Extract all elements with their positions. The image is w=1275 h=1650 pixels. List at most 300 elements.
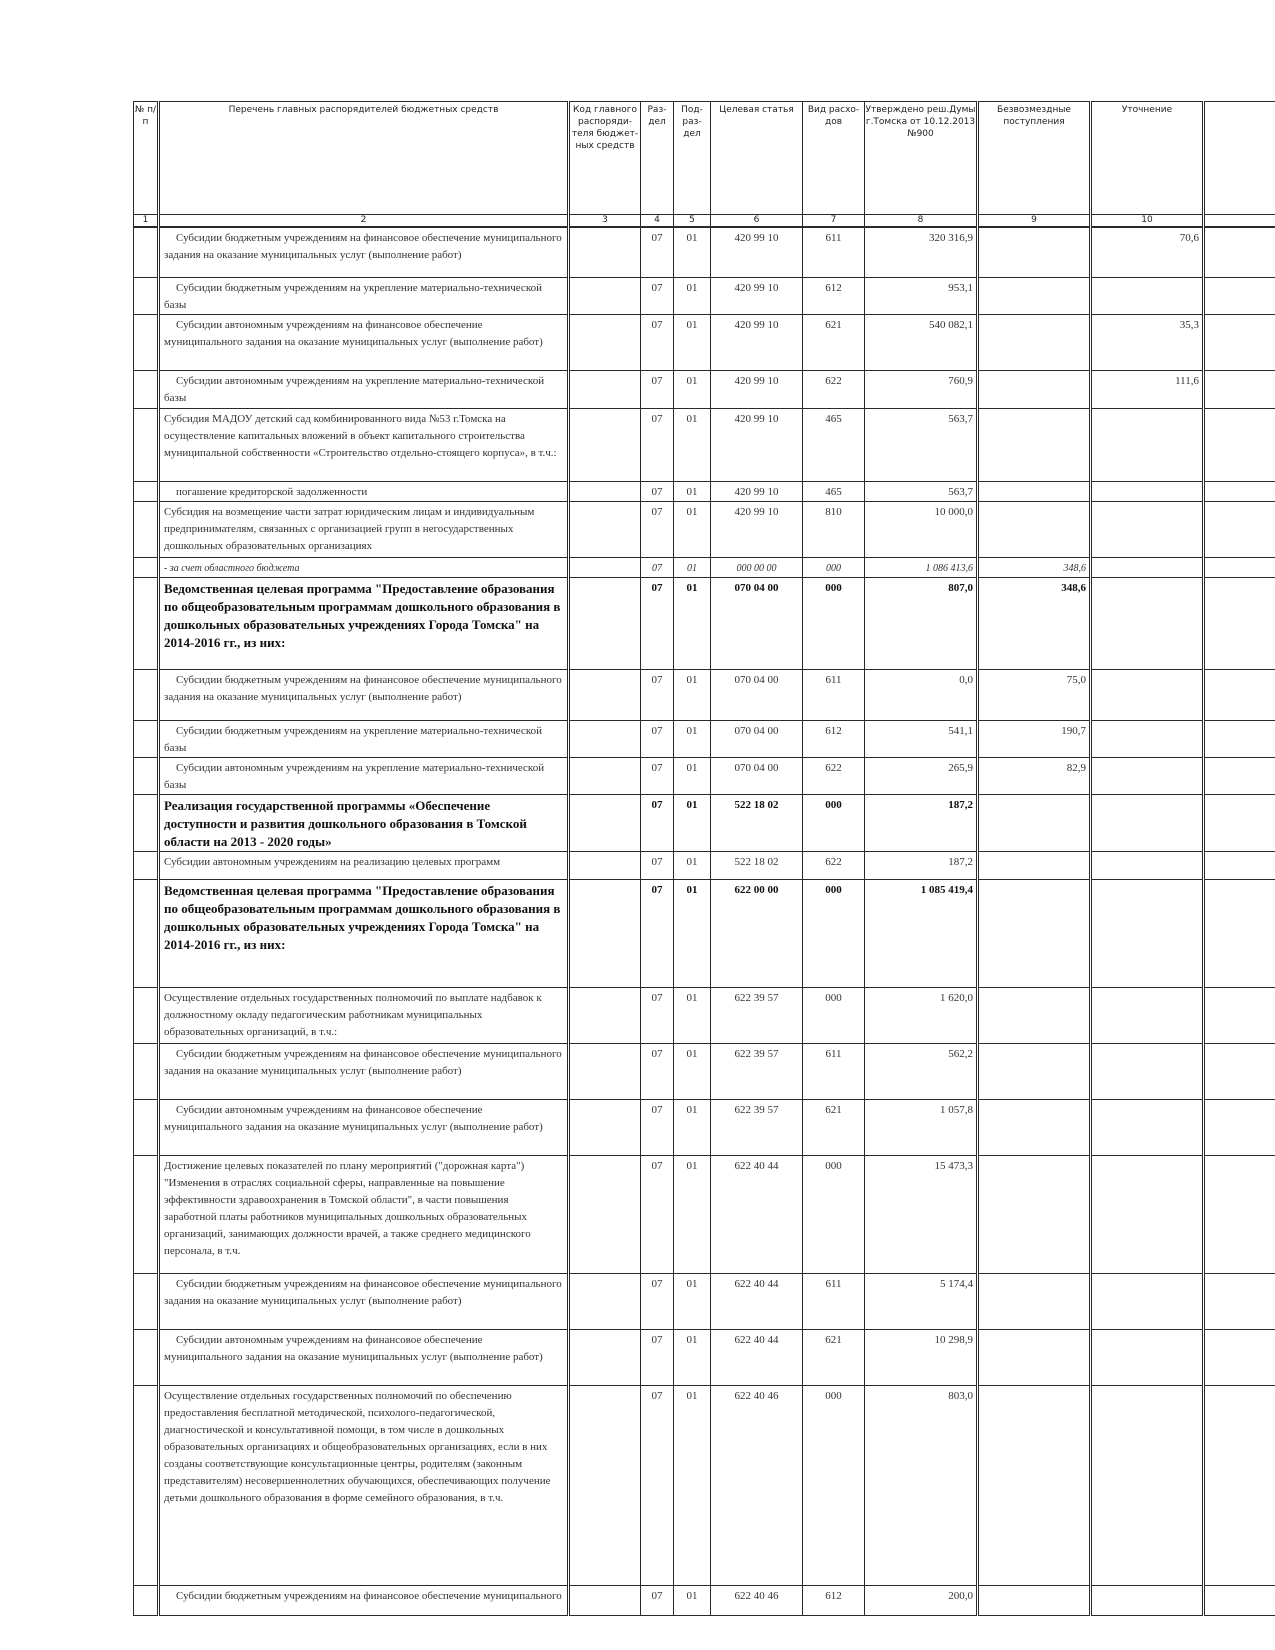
row-expense-type: 465 [803,408,865,481]
row-target-article: 420 99 10 [711,227,803,277]
row-extra [1204,720,1275,757]
row-approved: 953,1 [865,277,978,314]
column-number-row [134,215,1275,228]
row-target-article: 070 04 00 [711,669,803,720]
row-expense-type: 000 [803,557,865,577]
row-podrazdel: 01 [674,408,711,481]
table-row [134,481,1275,501]
row-distributor-code [569,1585,641,1615]
row-extra [1204,1585,1275,1615]
row-change [1091,757,1204,794]
row-target-article: 420 99 10 [711,408,803,481]
table-row [134,1385,1275,1585]
row-expense-type: 000 [803,987,865,1043]
row-expense-type: 621 [803,1099,865,1155]
row-podrazdel: 01 [674,557,711,577]
row-expense-type: 000 [803,1155,865,1273]
row-distributor-code [569,370,641,408]
row-podrazdel: 01 [674,481,711,501]
row-approved: 10 000,0 [865,501,978,557]
header-change: Уточнение [1091,102,1204,215]
row-approved: 803,0 [865,1385,978,1585]
row-number [134,1043,159,1099]
row-number [134,314,159,370]
row-distributor-code [569,851,641,879]
row-approved: 807,0 [865,577,978,669]
row-approved: 200,0 [865,1585,978,1615]
row-podrazdel: 01 [674,1043,711,1099]
row-razdel: 07 [641,851,674,879]
row-expense-type: 622 [803,370,865,408]
row-expense-type: 612 [803,1585,865,1615]
row-expense-type: 612 [803,277,865,314]
row-grants [978,277,1091,314]
row-grants [978,851,1091,879]
row-distributor-code [569,577,641,669]
row-description: Субсидии автономным учреждениям на укрепление материально-технической базы [159,370,569,408]
row-extra [1204,1155,1275,1273]
budget-table-page [133,101,1275,1616]
row-grants [978,227,1091,277]
row-distributor-code [569,557,641,577]
row-number [134,1155,159,1273]
row-razdel: 07 [641,1385,674,1585]
row-extra [1204,669,1275,720]
row-approved: 1 086 413,6 [865,557,978,577]
row-target-article: 420 99 10 [711,314,803,370]
header-target-article: Целевая статья [711,102,803,215]
row-change [1091,1329,1204,1385]
row-target-article: 000 00 00 [711,557,803,577]
table-row [134,370,1275,408]
row-razdel: 07 [641,794,674,851]
row-number [134,370,159,408]
row-extra [1204,794,1275,851]
row-podrazdel: 01 [674,1273,711,1329]
row-approved: 0,0 [865,669,978,720]
row-extra [1204,1043,1275,1099]
column-number: 1 [134,215,159,228]
row-description: Субсидии автономным учреждениям на укрепление материально-технической базы [159,757,569,794]
row-number [134,794,159,851]
row-number [134,277,159,314]
row-number [134,481,159,501]
row-grants [978,987,1091,1043]
row-description: Субсидии бюджетным учреждениям на финансовое обеспечение муниципального задания на оказание муниципальных услуг (выполнение работ) [159,1043,569,1099]
row-target-article: 522 18 02 [711,794,803,851]
row-expense-type: 621 [803,314,865,370]
table-row [134,557,1275,577]
row-description: Ведомственная целевая программа "Предоставление образования по общеобразовательным программам дошкольного образования в дошкольных образовательных учреждениях Города Томска" на 2014-2016 гг., из них: [159,879,569,987]
row-podrazdel: 01 [674,669,711,720]
row-distributor-code [569,1099,641,1155]
row-change [1091,557,1204,577]
row-podrazdel: 01 [674,370,711,408]
header-section: Раз-дел [641,102,674,215]
row-podrazdel: 01 [674,501,711,557]
row-extra [1204,879,1275,987]
row-distributor-code [569,501,641,557]
row-number [134,879,159,987]
column-number-extra [1204,215,1275,228]
row-change [1091,669,1204,720]
row-change [1091,1385,1204,1585]
row-razdel: 07 [641,227,674,277]
row-podrazdel: 01 [674,227,711,277]
table-row [134,851,1275,879]
row-number [134,851,159,879]
row-extra [1204,314,1275,370]
row-podrazdel: 01 [674,851,711,879]
row-approved: 540 082,1 [865,314,978,370]
row-change [1091,501,1204,557]
row-podrazdel: 01 [674,277,711,314]
row-description: Субсидии бюджетным учреждениям на укрепление материально-технической базы [159,720,569,757]
column-number: 8 [865,215,978,228]
row-expense-type: 612 [803,720,865,757]
row-expense-type: 622 [803,757,865,794]
row-distributor-code [569,1273,641,1329]
row-target-article: 622 40 46 [711,1385,803,1585]
row-extra [1204,557,1275,577]
row-expense-type: 000 [803,1385,865,1585]
row-extra [1204,408,1275,481]
row-target-article: 622 40 46 [711,1585,803,1615]
header-number: № п/п [134,102,159,215]
row-razdel: 07 [641,1099,674,1155]
row-target-article: 420 99 10 [711,277,803,314]
header-distributor-code: Код главного распоряди-теля бюджет-ных средств [569,102,641,215]
row-expense-type: 000 [803,794,865,851]
row-distributor-code [569,1155,641,1273]
table-row [134,577,1275,669]
row-podrazdel: 01 [674,1385,711,1585]
row-grants: 190,7 [978,720,1091,757]
table-row [134,1273,1275,1329]
row-razdel: 07 [641,879,674,987]
row-extra [1204,501,1275,557]
row-approved: 1 620,0 [865,987,978,1043]
column-number: 2 [159,215,569,228]
row-distributor-code [569,987,641,1043]
row-change [1091,1273,1204,1329]
row-change [1091,408,1204,481]
header-subsection: Под-раз-дел [674,102,711,215]
row-change [1091,720,1204,757]
row-description: Субсидии бюджетным учреждениям на финансовое обеспечение муниципального [159,1585,569,1615]
column-number: 4 [641,215,674,228]
row-razdel: 07 [641,501,674,557]
row-change [1091,1585,1204,1615]
row-target-article: 070 04 00 [711,757,803,794]
row-grants: 75,0 [978,669,1091,720]
row-grants [978,501,1091,557]
row-grants: 348,6 [978,577,1091,669]
row-target-article: 420 99 10 [711,481,803,501]
row-approved: 760,9 [865,370,978,408]
header-grants: Безвозмездные поступления [978,102,1091,215]
row-change [1091,481,1204,501]
row-grants [978,1099,1091,1155]
header-expense-type: Вид расхо-дов [803,102,865,215]
row-expense-type: 611 [803,1273,865,1329]
column-number: 6 [711,215,803,228]
row-distributor-code [569,1385,641,1585]
row-expense-type: 000 [803,879,865,987]
row-razdel: 07 [641,669,674,720]
header-extra [1204,102,1275,215]
row-razdel: 07 [641,577,674,669]
row-extra [1204,370,1275,408]
row-expense-type: 810 [803,501,865,557]
column-number: 9 [978,215,1091,228]
row-number [134,577,159,669]
row-grants [978,1385,1091,1585]
row-grants [978,1585,1091,1615]
row-number [134,227,159,277]
row-extra [1204,227,1275,277]
row-expense-type: 611 [803,227,865,277]
row-extra [1204,1273,1275,1329]
table-row [134,669,1275,720]
row-number [134,1099,159,1155]
row-grants [978,314,1091,370]
row-description: Субсидии автономным учреждениям на финансовое обеспечение муниципального задания на оказание муниципальных услуг (выполнение работ) [159,1099,569,1155]
row-approved: 5 174,4 [865,1273,978,1329]
row-razdel: 07 [641,1585,674,1615]
row-grants [978,408,1091,481]
row-target-article: 622 39 57 [711,1043,803,1099]
row-description: Субсидии бюджетным учреждениям на финансовое обеспечение муниципального задания на оказание муниципальных услуг (выполнение работ) [159,669,569,720]
row-target-article: 522 18 02 [711,851,803,879]
table-row [134,794,1275,851]
row-target-article: 622 40 44 [711,1273,803,1329]
table-row [134,408,1275,481]
row-extra [1204,577,1275,669]
row-expense-type: 621 [803,1329,865,1385]
table-row [134,1329,1275,1385]
row-extra [1204,987,1275,1043]
row-change [1091,277,1204,314]
row-approved: 187,2 [865,851,978,879]
row-number [134,720,159,757]
row-description: Субсидия МАДОУ детский сад комбинированного вида №53 г.Томска на осуществление капитальных вложений в объект капитального строительства муниципальной собственности «Строительство отдельно-стоящего корпуса», в т.ч.: [159,408,569,481]
row-change [1091,879,1204,987]
row-razdel: 07 [641,757,674,794]
row-number [134,1385,159,1585]
row-change [1091,987,1204,1043]
row-change [1091,851,1204,879]
row-podrazdel: 01 [674,879,711,987]
table-row [134,277,1275,314]
row-target-article: 622 00 00 [711,879,803,987]
row-distributor-code [569,227,641,277]
row-target-article: 622 39 57 [711,1099,803,1155]
table-row [134,1043,1275,1099]
row-razdel: 07 [641,1155,674,1273]
row-description: - за счет областного бюджета [159,557,569,577]
row-change: 70,6 [1091,227,1204,277]
row-description: погашение кредиторской задолженности [159,481,569,501]
row-approved: 541,1 [865,720,978,757]
header-distributors: Перечень главных распорядителей бюджетных средств [159,102,569,215]
table-row [134,314,1275,370]
row-description: Осуществление отдельных государственных полномочий по выплате надбавок к должностному окладу педагогическим работникам муниципальных образовательных организаций, в т.ч.: [159,987,569,1043]
table-row [134,720,1275,757]
row-podrazdel: 01 [674,794,711,851]
row-target-article: 070 04 00 [711,577,803,669]
row-target-article: 622 39 57 [711,987,803,1043]
table-row [134,227,1275,277]
row-target-article: 622 40 44 [711,1155,803,1273]
row-approved: 563,7 [865,481,978,501]
row-description: Субсидии автономным учреждениям на реализацию целевых программ [159,851,569,879]
row-description: Субсидия на возмещение части затрат юридическим лицам и индивидуальным предпринимателям, связанных с организацией групп в негосударственных дошкольных образовательных организациях [159,501,569,557]
row-number [134,1273,159,1329]
row-approved: 562,2 [865,1043,978,1099]
row-approved: 320 316,9 [865,227,978,277]
row-distributor-code [569,314,641,370]
row-podrazdel: 01 [674,1585,711,1615]
row-grants [978,370,1091,408]
column-number: 10 [1091,215,1204,228]
row-podrazdel: 01 [674,987,711,1043]
row-extra [1204,1099,1275,1155]
row-description: Осуществление отдельных государственных полномочий по обеспечению предоставления бесплатной методической, психолого-педагогической, диагностической и консультативной помощи, в том числе в дошкольных образовательных организациях и общеобразовательных организациях, если в них созданы соответствующие консультационные центры, родителям (законным представителям) несовершеннолетних обучающихся, обеспечивающих получение детьми дошкольного образования в форме семейного образования, в т.ч. [159,1385,569,1585]
row-expense-type: 611 [803,1043,865,1099]
row-grants [978,1273,1091,1329]
row-description: Реализация государственной программы «Обеспечение доступности и развития дошкольного образования в Томской области на 2013 - 2020 годы» [159,794,569,851]
row-number [134,1329,159,1385]
row-grants [978,1329,1091,1385]
row-distributor-code [569,481,641,501]
row-description: Достижение целевых показателей по плану мероприятий ("дорожная карта") "Изменения в отраслях социальной сферы, направленные на повышение эффективности здравоохранения в Томской области", в части повышения заработной платы работников муниципальных дошкольных образовательных организаций, занимающих должности врачей, а также среднего медицинского персонала, в т.ч. [159,1155,569,1273]
row-number [134,501,159,557]
header-approved: Утверждено реш.Думы г.Томска от 10.12.2013 №900 [865,102,978,215]
row-podrazdel: 01 [674,1329,711,1385]
row-approved: 10 298,9 [865,1329,978,1385]
column-number: 5 [674,215,711,228]
table-header-row [134,102,1275,215]
row-change [1091,1155,1204,1273]
row-number [134,408,159,481]
row-distributor-code [569,1043,641,1099]
row-razdel: 07 [641,1043,674,1099]
row-expense-type: 465 [803,481,865,501]
row-podrazdel: 01 [674,314,711,370]
row-number [134,987,159,1043]
table-row [134,1099,1275,1155]
row-distributor-code [569,794,641,851]
table-body [134,227,1275,1615]
row-target-article: 070 04 00 [711,720,803,757]
row-razdel: 07 [641,314,674,370]
table-row [134,1155,1275,1273]
budget-table [133,101,1275,1616]
row-change: 111,6 [1091,370,1204,408]
row-podrazdel: 01 [674,1155,711,1273]
row-razdel: 07 [641,481,674,501]
row-grants: 82,9 [978,757,1091,794]
row-distributor-code [569,757,641,794]
row-target-article: 622 40 44 [711,1329,803,1385]
row-grants [978,879,1091,987]
row-distributor-code [569,277,641,314]
row-approved: 187,2 [865,794,978,851]
row-razdel: 07 [641,370,674,408]
row-grants [978,794,1091,851]
table-row [134,501,1275,557]
table-row [134,757,1275,794]
column-number: 3 [569,215,641,228]
row-number [134,557,159,577]
row-distributor-code [569,669,641,720]
row-extra [1204,277,1275,314]
row-grants: 348,6 [978,557,1091,577]
row-expense-type: 622 [803,851,865,879]
row-grants [978,1155,1091,1273]
row-target-article: 420 99 10 [711,501,803,557]
row-change [1091,1043,1204,1099]
row-grants [978,481,1091,501]
row-target-article: 420 99 10 [711,370,803,408]
row-change [1091,1099,1204,1155]
row-approved: 265,9 [865,757,978,794]
row-description: Ведомственная целевая программа "Предоставление образования по общеобразовательным программам дошкольного образования в дошкольных образовательных учреждениях Города Томска" на 2014-2016 гг., из них: [159,577,569,669]
row-extra [1204,757,1275,794]
row-distributor-code [569,408,641,481]
row-description: Субсидии бюджетным учреждениям на финансовое обеспечение муниципального задания на оказание муниципальных услуг (выполнение работ) [159,227,569,277]
row-podrazdel: 01 [674,720,711,757]
row-extra [1204,481,1275,501]
row-distributor-code [569,720,641,757]
table-row [134,1585,1275,1615]
row-approved: 563,7 [865,408,978,481]
row-number [134,669,159,720]
row-number [134,1585,159,1615]
row-description: Субсидии бюджетным учреждениям на укрепление материально-технической базы [159,277,569,314]
row-razdel: 07 [641,1329,674,1385]
row-change [1091,794,1204,851]
row-extra [1204,1385,1275,1585]
row-expense-type: 000 [803,577,865,669]
row-change [1091,577,1204,669]
row-grants [978,1043,1091,1099]
row-approved: 15 473,3 [865,1155,978,1273]
row-podrazdel: 01 [674,577,711,669]
row-razdel: 07 [641,987,674,1043]
row-number [134,757,159,794]
row-description: Субсидии автономным учреждениям на финансовое обеспечение муниципального задания на оказание муниципальных услуг (выполнение работ) [159,314,569,370]
row-razdel: 07 [641,720,674,757]
table-row [134,879,1275,987]
row-distributor-code [569,1329,641,1385]
row-approved: 1 057,8 [865,1099,978,1155]
row-razdel: 07 [641,557,674,577]
row-razdel: 07 [641,408,674,481]
row-razdel: 07 [641,1273,674,1329]
row-podrazdel: 01 [674,757,711,794]
row-expense-type: 611 [803,669,865,720]
row-description: Субсидии автономным учреждениям на финансовое обеспечение муниципального задания на оказание муниципальных услуг (выполнение работ) [159,1329,569,1385]
column-number: 7 [803,215,865,228]
row-approved: 1 085 419,4 [865,879,978,987]
row-change: 35,3 [1091,314,1204,370]
row-extra [1204,851,1275,879]
row-distributor-code [569,879,641,987]
row-razdel: 07 [641,277,674,314]
table-row [134,987,1275,1043]
